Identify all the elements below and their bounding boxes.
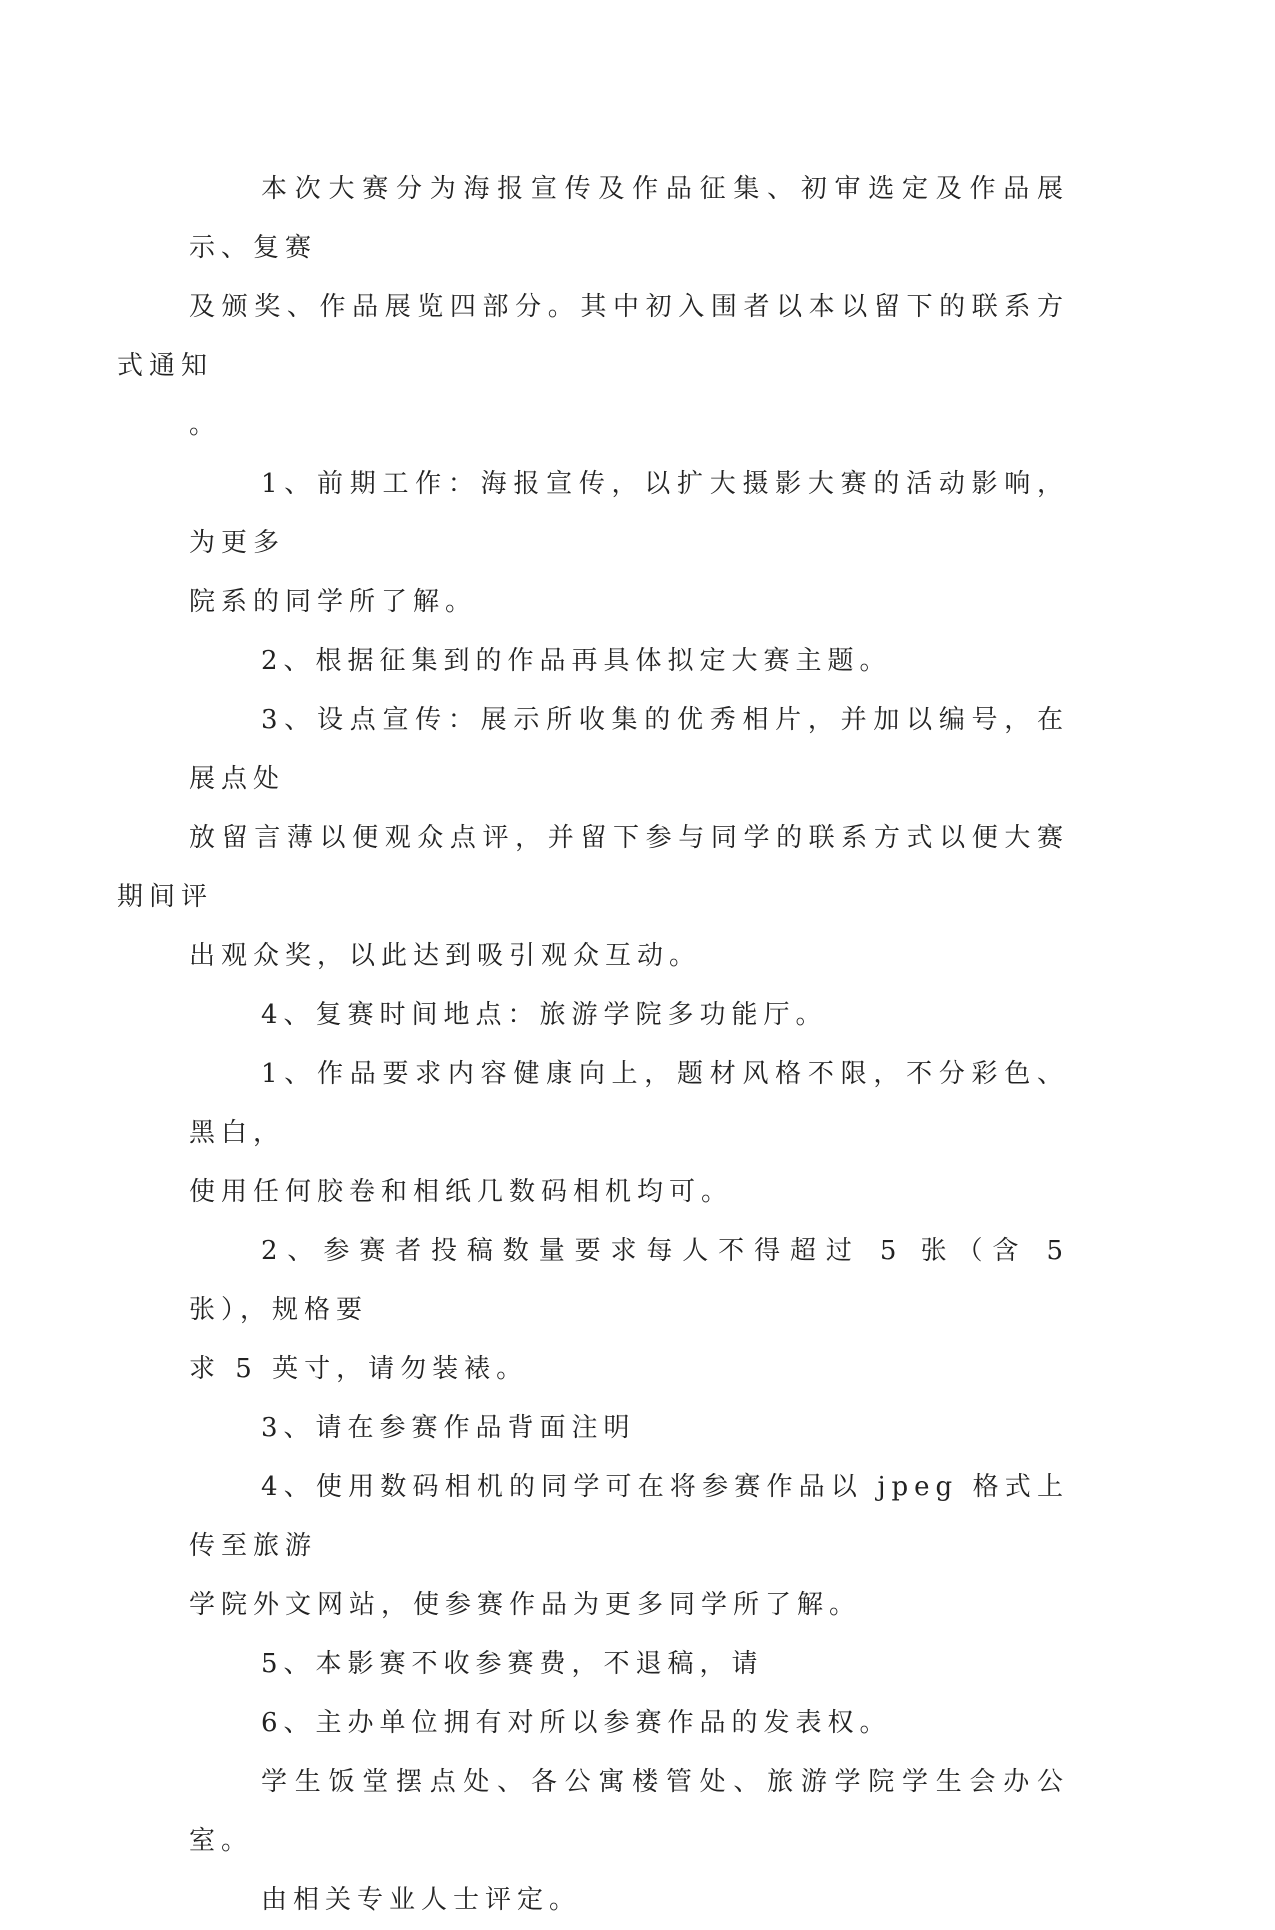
text-line: 学生饭堂摆点处、各公寓楼管处、旅游学院学生会办公室。 xyxy=(189,1767,1069,1856)
paragraph-step-1 xyxy=(189,455,1069,632)
text-line: 。 xyxy=(189,410,222,440)
text-line: 出观众奖，以此达到吸引观众互动。 xyxy=(189,941,702,971)
text-line: 2、根据征集到的作品再具体拟定大赛主题。 xyxy=(261,646,892,676)
paragraph-locations xyxy=(189,1753,1069,1871)
text-line: 3、设点宣传：展示所收集的优秀相片，并加以编号，在展点处 xyxy=(189,705,1069,794)
paragraph-requirement-4 xyxy=(189,1458,1069,1635)
paragraph-requirement-3 xyxy=(189,1399,1069,1458)
paragraph-requirement-1 xyxy=(189,1045,1069,1222)
paragraph-step-3 xyxy=(117,691,1069,986)
text-line: 1、作品要求内容健康向上，题材风格不限，不分彩色、黑白， xyxy=(189,1059,1069,1148)
text-line: 5、本影赛不收参赛费，不退稿，请 xyxy=(261,1649,764,1679)
text-line: 6、主办单位拥有对所以参赛作品的发表权。 xyxy=(261,1708,892,1738)
text-line: 学院外文网站，使参赛作品为更多同学所了解。 xyxy=(189,1590,862,1620)
text-line: 使用任何胶卷和相纸几数码相机均可。 xyxy=(189,1177,734,1207)
paragraph-requirement-2 xyxy=(189,1222,1069,1399)
text-line: 放留言薄以便观众点评，并留下参与同学的联系方式以便大赛期间评 xyxy=(117,823,1069,912)
paragraph-judging xyxy=(189,1871,1069,1930)
text-line: 1、前期工作：海报宣传，以扩大摄影大赛的活动影响，为更多 xyxy=(189,469,1069,558)
text-line: 及颁奖、作品展览四部分。其中初入围者以本以留下的联系方式通知 xyxy=(117,292,1069,381)
text-line: 院系的同学所了解。 xyxy=(189,587,478,617)
text-line: 求 5 英寸，请勿装裱。 xyxy=(189,1354,529,1384)
text-line: 4、使用数码相机的同学可在将参赛作品以 jpeg 格式上传至旅游 xyxy=(189,1472,1069,1561)
paragraph-requirement-6 xyxy=(189,1694,1069,1753)
text-line: 3、请在参赛作品背面注明 xyxy=(261,1413,636,1443)
text-line: 4、复赛时间地点：旅游学院多功能厅。 xyxy=(261,1000,828,1030)
paragraph-overview xyxy=(117,160,1069,455)
text-line: 2、参赛者投稿数量要求每人不得超过 5 张（含 5 张），规格要 xyxy=(189,1236,1069,1325)
paragraph-step-4 xyxy=(189,986,1069,1045)
text-line: 本次大赛分为海报宣传及作品征集、初审选定及作品展示、复赛 xyxy=(189,174,1069,263)
paragraph-step-2 xyxy=(189,632,1069,691)
document-body xyxy=(117,160,1069,1930)
text-line: 由相关专业人士评定。 xyxy=(261,1885,582,1915)
paragraph-requirement-5 xyxy=(189,1635,1069,1694)
